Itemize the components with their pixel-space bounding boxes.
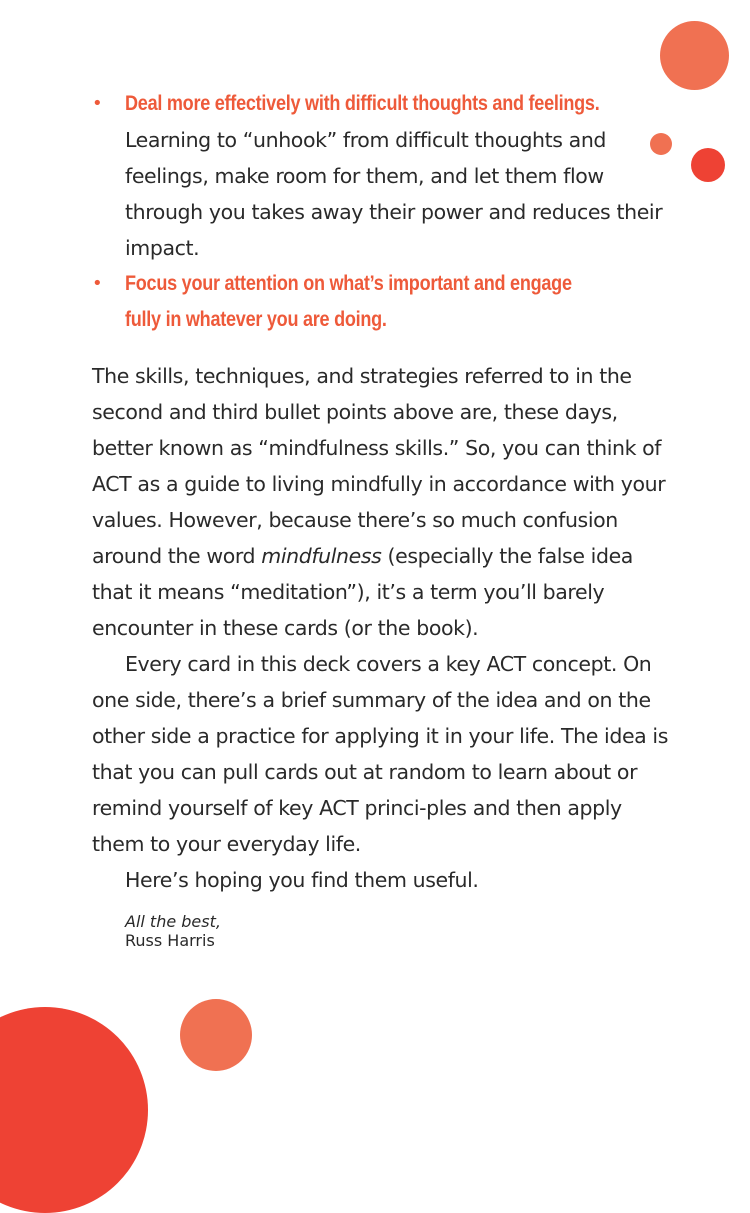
bullet-heading-line1: • Focus your attention on what’s important and engage — [125, 272, 572, 295]
bullet-heading-line2: fully in whatever you are doing. — [125, 308, 387, 331]
paragraph-closing: Here’s hoping you find them useful. — [125, 868, 479, 892]
bullet-heading: • Deal more effectively with difficult thoughts and feelings. — [125, 92, 600, 115]
bullet-list — [92, 86, 672, 338]
decorative-circle-bottom-medium — [180, 999, 252, 1071]
document-page — [92, 86, 672, 950]
signature-name: Russ Harris — [125, 931, 215, 950]
signature-block — [92, 912, 672, 950]
paragraph-text: The skills, techniques, and strategies referred to in the second and third bullet points above are, these days, better known as “mindfulness skills.” So, you can think of ACT as a guide to living mindfully in accordance with your values. However, because there’s so much confusion around the word — [92, 364, 666, 568]
signature-closing: All the best, — [125, 912, 221, 931]
paragraph-text: (especially the false idea that it means “meditation”), it’s a term you’ll barely encounter in these cards (or the book). — [92, 544, 633, 640]
decorative-circle-top-medium — [691, 148, 725, 182]
paragraph-mindfulness — [92, 358, 672, 646]
paragraph-cards: Every card in this deck covers a key ACT concept. On one side, there’s a brief summary of the idea and on the other side a practice for applying it in your life. The idea is that you can pull cards out at random to learn about or remind yourself of key ACT princi-ples and then apply them to your everyday life. — [92, 652, 669, 856]
bullet-item — [92, 266, 672, 338]
bullet-item — [92, 86, 672, 266]
decorative-circle-top-large — [660, 21, 729, 90]
decorative-circle-bottom-large — [0, 1007, 148, 1213]
emphasis-text: mindfulness — [261, 544, 382, 568]
bullet-text: Learning to “unhook” from difficult thoughts and feelings, make room for them, and let them flow through you takes away their power and reduces their impact. — [125, 128, 663, 260]
